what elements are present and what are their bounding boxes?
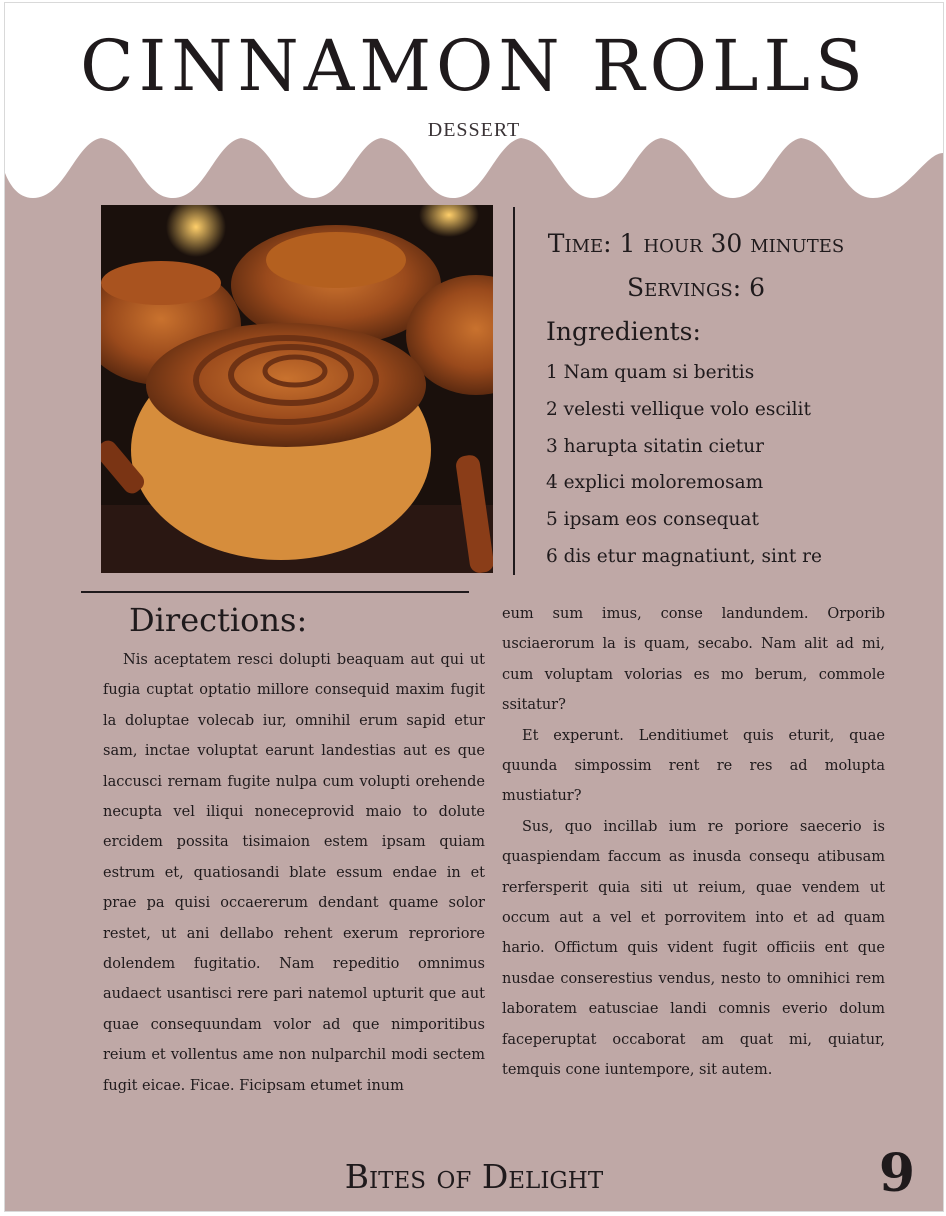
ingredient-item: 1 Nam quam si beritis (546, 362, 755, 383)
ingredient-item: 2 velesti vellique volo escilit (546, 398, 811, 420)
page-number: 9 (878, 1143, 915, 1204)
ingredient-item: 6 dis etur magnatiunt, sint re (546, 545, 822, 567)
recipe-page (4, 2, 944, 1212)
recipe-category: DESSERT (427, 119, 521, 141)
directions-paragraph: Sus, quo incillab ium re poriore saecerio is quaspiendam faccum as inusda consequ atibusam rerfersperit quia siti ut reium, quae vendem ut occum aut a vel et porrovitem into et ad quam hario. Offictum quis vident fugit officiis ent que nusdae conserestius vendus, nesto to omnihici rem laboratem eatusciae landi comnis everio dolum faceperuptat occaborat am quat mi, quiatur, temquis cone iuntempore, sit autem. (502, 818, 885, 1079)
ingredient-item: 5 ipsam eos consequat (546, 509, 759, 531)
directions-heading: Directions: (129, 601, 308, 639)
servings: Servings: 6 (626, 273, 766, 302)
directions-column-left (103, 645, 485, 1101)
cinnamon-rolls-photo (101, 205, 493, 573)
ingredients-heading: Ingredients: (546, 317, 701, 346)
vertical-divider (513, 207, 515, 575)
cook-time: Time: 1 hour 30 minutes (547, 229, 845, 258)
ingredient-item: 4 explici moloremosam (546, 472, 764, 494)
directions-column-right (502, 599, 885, 1086)
ingredients-list (546, 355, 822, 576)
magazine-name: Bites of Delight (344, 1157, 604, 1196)
directions-paragraph: Et experunt. Lenditiumet quis eturit, quae quunda simpossim rent re res ad molupta mustiatur? (502, 727, 885, 805)
directions-paragraph: Nis aceptatem resci dolupti beaquam aut qui ut fugia cuptat optatio millore consequid maxim fugit la doluptae volecab iur, omnihil erum sapid etur sam, inctae voluptat earunt landestias aut es que laccusci rernam fugite nulpa cum volupti orehende necupta vel iliqui noneceprovid maio to dolute ercidem possita tisimaion estem ipsam quiam estrum et, quatiosandi blate essum endae in et prae pa quisi occaererum dendant quame solor restet, ut ani dellabo rehent exerum reproriore dolendem fugitatio. Nam repeditio omnimus audaect usantisci rere pari natemol upturit que aut quae consequundam volor ad que nimporitibus reium et vollentus ame non nulparchil modi sectem fugit eicae. Ficae. Ficipsam etumet inum (103, 652, 485, 1094)
ingredient-item: 3 harupta sitatin cietur (546, 435, 764, 457)
recipe-title: CINNAMON ROLLS (80, 25, 868, 107)
directions-paragraph: eum sum imus, conse landundem. Orporib usciaerorum la is quam, secabo. Nam alit ad mi, cum voluptam volorias es mo berum, commole ssitatur? (502, 606, 885, 714)
horizontal-divider (81, 591, 469, 593)
